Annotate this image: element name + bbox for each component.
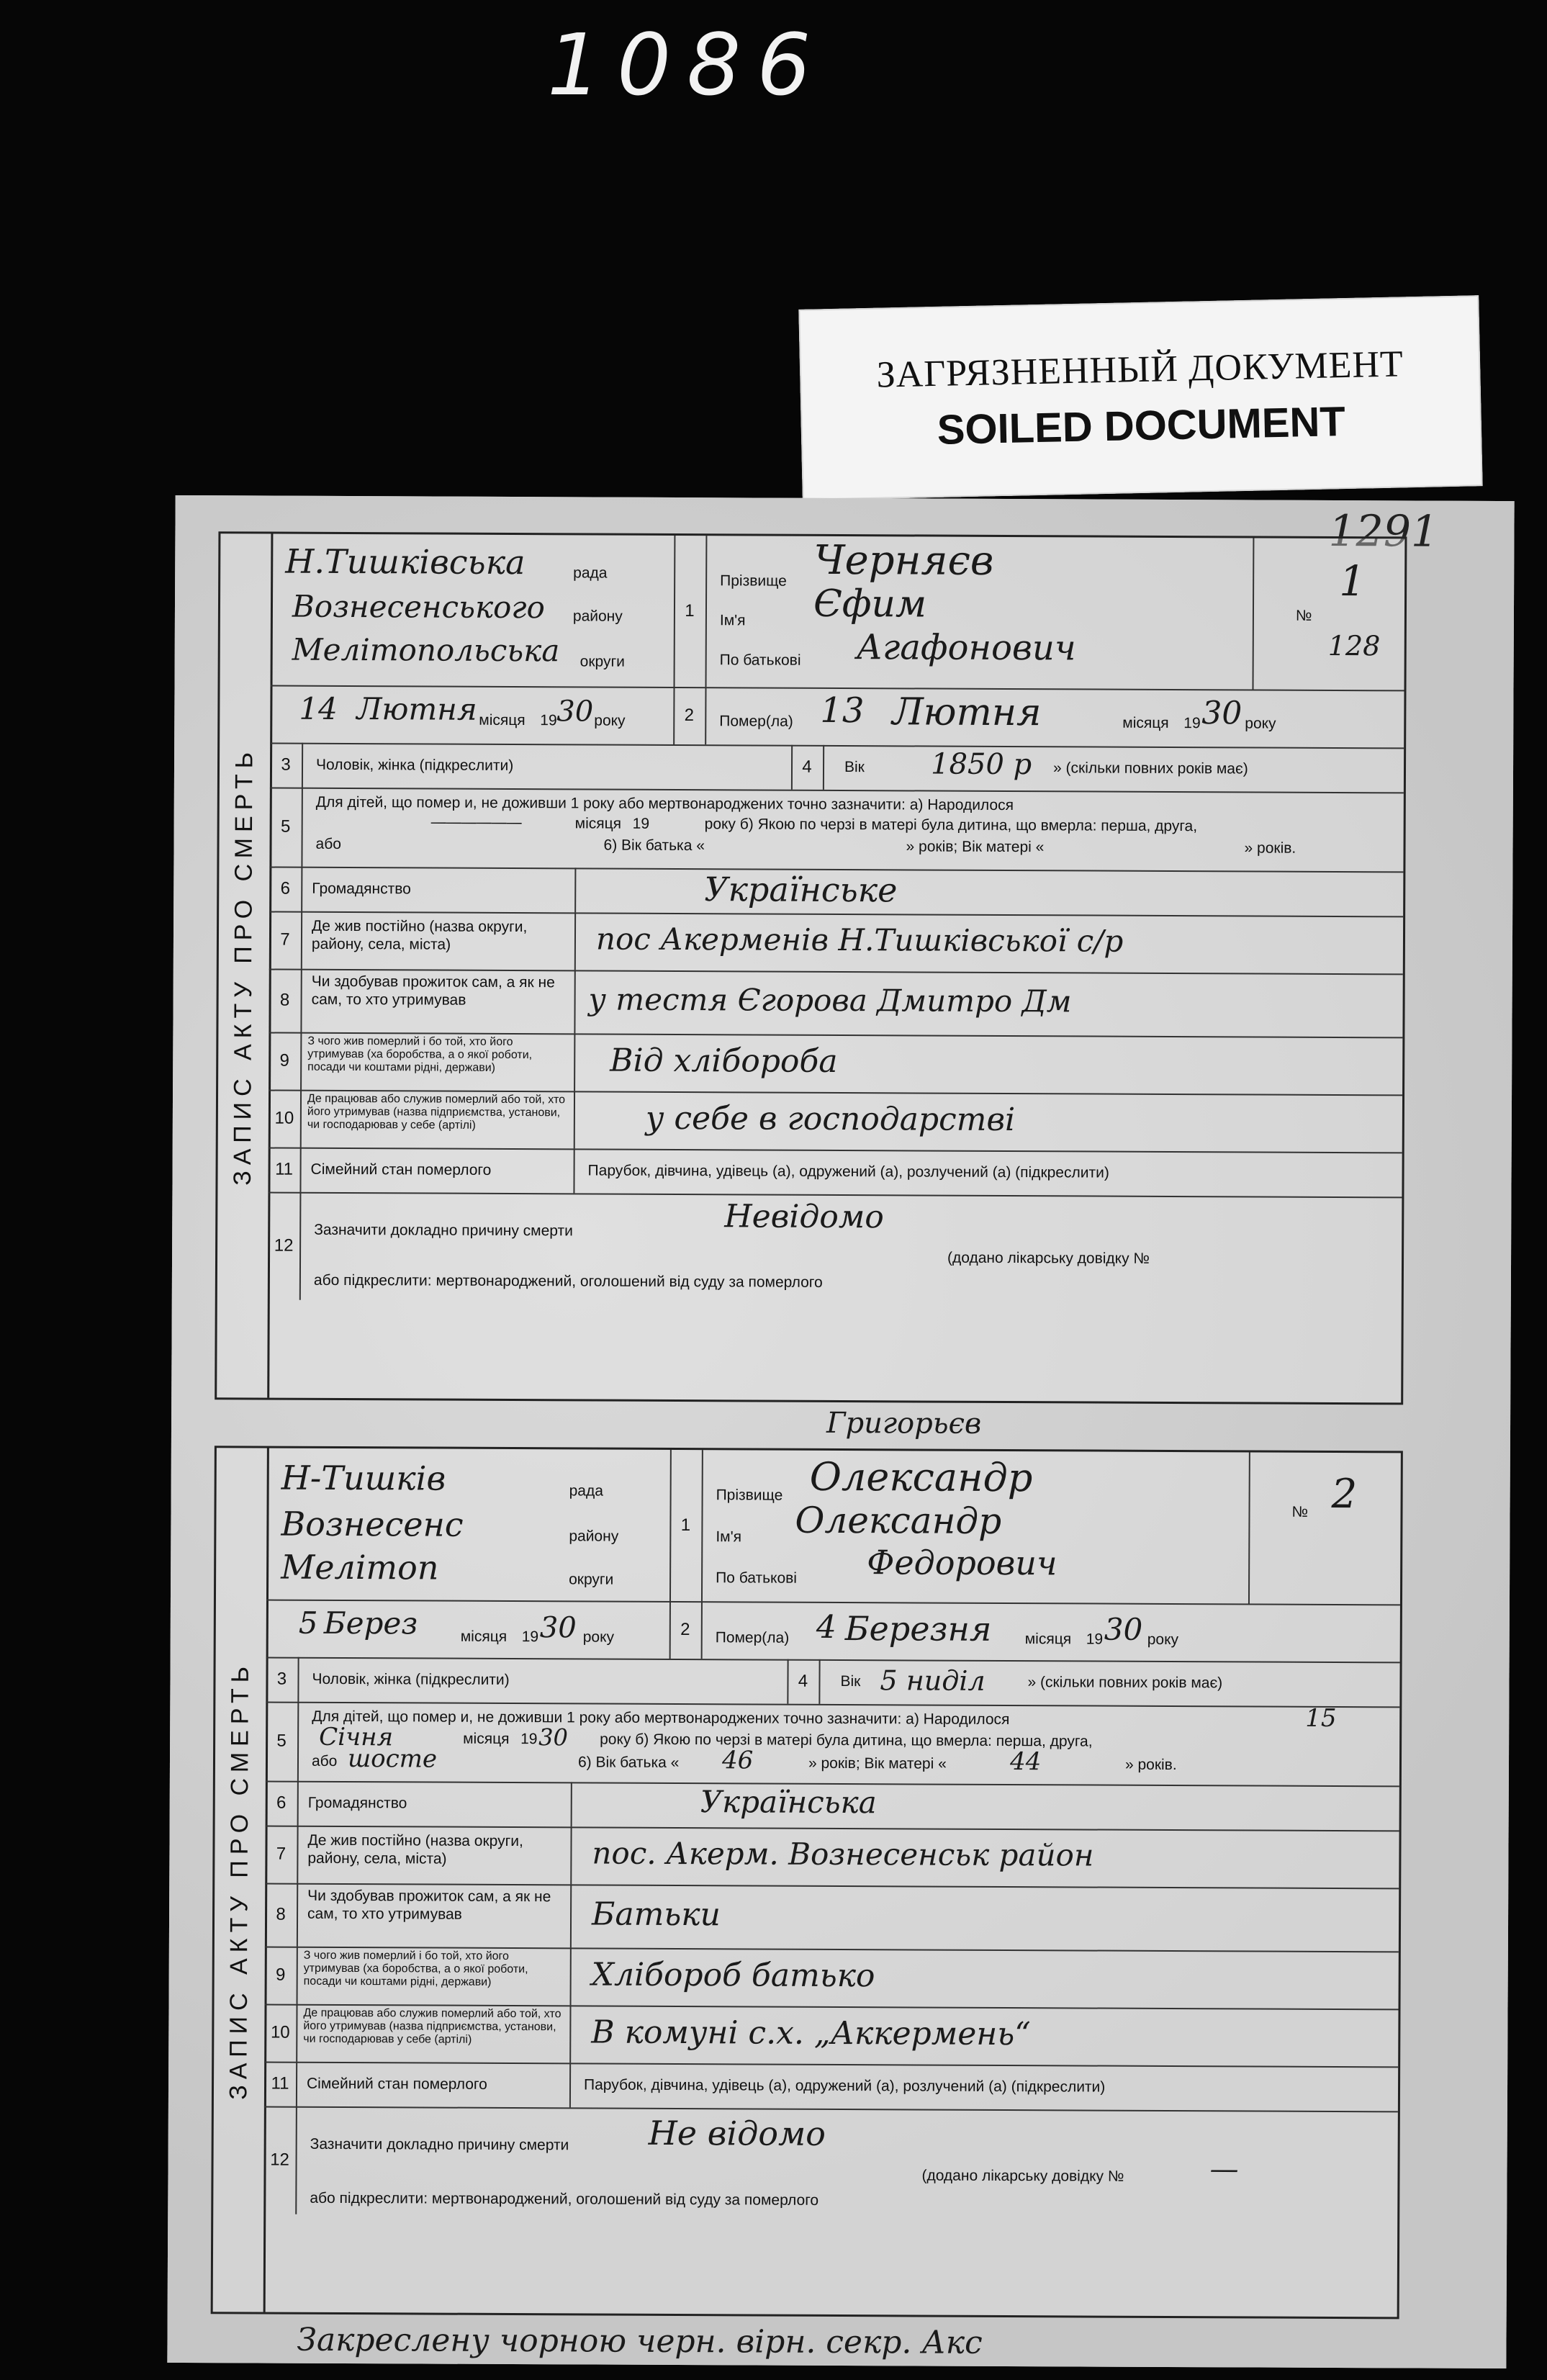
row-header-1: Н-Тишкiв рада Вознесенс району Мелітоп округи 1 Прізвище Олександр Ім'я Олександр По батькові Федорович № 2: [266, 1448, 1401, 1606]
died-year: 30: [1104, 1611, 1143, 1647]
row-10: 10 Де працював або служив померлий або той, хто його утримував (назва підприємства, установи, чи господарював у себе (артілі) В комуні с.х. „Аккермень“: [264, 2004, 1398, 2068]
soiled-label-ru: ЗАГРЯЗНЕННЫЙ ДОКУМЕНТ: [876, 343, 1404, 396]
name-value: Єфим: [813, 582, 927, 626]
rada-value: Н-Тишкiв: [281, 1458, 446, 1498]
side-title: ЗАПИС АКТУ ПРО СМЕРТЬ: [213, 1448, 269, 2312]
workplace-value: у себе в господарстві: [645, 1099, 1016, 1139]
okruha-value: Мелітоп: [281, 1547, 439, 1587]
row-8: 8 Чи здобував прожиток сам, а як не сам, то хто утримував у тестя Єгорова Дмитро Дм: [269, 969, 1402, 1039]
raion-value: Вознесенського: [292, 588, 545, 626]
children-born-year: 30: [538, 1723, 568, 1752]
workplace-value: В комуні с.х. „Аккермень“: [591, 2014, 1031, 2053]
reg-year: 30: [539, 1611, 577, 1645]
rada-value: Н.Тишківська: [285, 541, 526, 582]
cause-value: Невідомо: [724, 1198, 884, 1236]
row-12: 12 Зазначити докладно причину смерти Не відомо (додано лікарську довідку № — або підкреслити: мертвонароджений, оголошений від суду за померлого: [263, 2106, 1398, 2219]
children-born-day: 15: [1305, 1703, 1337, 1734]
row-3: 3 Чоловік, жінка (підкреслити) 4 Вік 5 нидiл » (скільки повних років має): [266, 1657, 1399, 1708]
reg-month: Лютня: [356, 691, 477, 727]
row-5: 5 Для дітей, що помер и, не доживши 1 року або мертвонароджених точно зазначити: а) Народилося 15 Січня місяця 19 30 року б) Якою по черзі в матері була дитина, що вмерла: перша, друга, або шосте 6) Вік батька « 46 » років; Вік матері « 44 » років.: [266, 1702, 1399, 1788]
row-6: 6 Громадянство Українська: [266, 1781, 1399, 1832]
died-month: Лютня: [892, 690, 1042, 735]
row-11: 11 Сімейний стан померлого Парубок, дівчина, удівець (а), одружений (а), розлучений (а) (підкреслити): [268, 1148, 1402, 1199]
age-value: 5 нидiл: [880, 1664, 986, 1697]
record-number-extra: 128: [1327, 629, 1381, 662]
surname-value: Черняєв: [813, 536, 994, 585]
certificate-value: —: [1209, 2153, 1239, 2186]
died-year: 30: [1201, 695, 1242, 732]
patronymic-value: Агафонович: [856, 627, 1076, 669]
row-11: 11 Сімейний стан померлого Парубок, дівчина, удівець (а), одружений (а), розлучений (а) (підкреслити): [264, 2062, 1398, 2113]
death-record-2: [211, 1446, 1403, 2319]
row-2: 5 Берез місяця 19 30 року 2 Помер(ла) 4 Березня місяця 19 30 року: [266, 1600, 1400, 1664]
row-10: 10 Де працював або служив померлий або той, хто його утримував (назва підприємства, установи, чи господарював у себе (артілі) у себе в господарстві: [269, 1090, 1402, 1154]
record-2-annotation: Григорьєв: [826, 1406, 982, 1441]
bottom-note: Закреслену чорною черн. вірн. секр. Акс: [297, 2321, 983, 2361]
record-number: 1: [1339, 556, 1366, 606]
mother-age: 44: [1009, 1747, 1042, 1777]
patronymic-value: Федорович: [867, 1543, 1057, 1583]
row-5: 5 Для дітей, що помер и, не доживши 1 року або мертвонароджених точно зазначити: а) Народилося —————— місяця 19 року б) Якою по черзі в матері була дитина, що вмерла: перша, друга, або 6) Вік батька « » років; Вік матері « » років.: [269, 788, 1403, 873]
row-2: 14 Лютня місяця 19 30 року 2 Помер(ла) 13 Лютня місяця 19 30 року: [270, 685, 1404, 749]
cause-value: Не відомо: [648, 2113, 826, 2153]
record-number: 2: [1331, 1470, 1358, 1518]
row-6: 6 Громадянство Українське: [269, 867, 1403, 918]
page-number: 1291: [1328, 505, 1439, 557]
reg-year: 30: [556, 695, 594, 729]
row-7: 7 Де жив постійно (назва округи, району, села, міста) пос Акерменів Н.Тишківської с/р: [269, 911, 1403, 975]
citizenship-value: Українська: [700, 1784, 877, 1821]
citizenship-value: Українське: [704, 870, 898, 910]
died-day: 13: [820, 690, 865, 731]
residence-value: пос Акерменів Н.Тишківської с/р: [595, 921, 1124, 959]
residence-value: пос. Акерм. Вознесенськ район: [592, 1835, 1094, 1873]
died-day: 4: [816, 1608, 836, 1646]
occupation-value: Хлібороб батько: [591, 1956, 875, 1995]
okruha-value: Мелітопольська: [292, 631, 560, 669]
row-9: 9 З чого жив померлий і бо той, хто його утримував (ха боробства, а о якої роботи, посади чи коштами рідні, держави) Хлібороб батько: [265, 1947, 1399, 2011]
row-header-1: Н.Тишківська рада Вознесенського району Мелітопольська округи 1 Прізвище Черняєв Ім'я Єфим По батькові Агафонович № 1 128: [271, 534, 1405, 692]
reg-month: Берез: [323, 1605, 418, 1641]
row-3: 3 Чоловік, жінка (підкреслити) 4 Вік 1850 р » (скільки повних років має): [270, 743, 1404, 794]
row-9: 9 З чого жив померлий і бо той, хто його утримував (ха боробства, а о якої роботи, посади чи коштами рідні, держави) Від хлібороба: [269, 1032, 1402, 1096]
row-12: 12 Зазначити докладно причину смерти Невідомо (додано лікарську довідку № або підкреслити: мертвонароджений, оголошений від суду за померлого: [268, 1192, 1402, 1305]
death-record-1: [215, 531, 1407, 1405]
raion-value: Вознесенс: [281, 1504, 464, 1544]
soiled-label-en: SOILED DOCUMENT: [937, 398, 1346, 454]
row-7: 7 Де жив постійно (назва округи, району, села, міста) пос. Акерм. Вознесенськ район: [265, 1826, 1399, 1890]
side-title: ЗАПИС АКТУ ПРО СМЕРТЬ: [217, 533, 273, 1397]
reg-day: 14: [299, 690, 338, 726]
children-born-month: Січня: [319, 1722, 394, 1752]
document-page: [167, 495, 1514, 2368]
support-value: Батьки: [591, 1896, 721, 1934]
surname-value: Олександр: [809, 1453, 1033, 1501]
support-value: у тестя Єгорова Дмитро Дм: [588, 981, 1072, 1019]
reg-day: 5: [298, 1605, 318, 1641]
age-value: 1850 р: [930, 747, 1032, 782]
father-age: 46: [721, 1746, 754, 1775]
children-order: шосте: [347, 1744, 438, 1774]
archive-number: 1086: [547, 15, 827, 114]
occupation-value: Від хлібороба: [610, 1042, 838, 1080]
soiled-document-label: [798, 295, 1482, 500]
name-value: Олександр: [795, 1499, 1002, 1542]
died-month: Березня: [844, 1609, 992, 1649]
row-8: 8 Чи здобував прожиток сам, а як не сам, то хто утримував Батьки: [265, 1883, 1399, 1953]
